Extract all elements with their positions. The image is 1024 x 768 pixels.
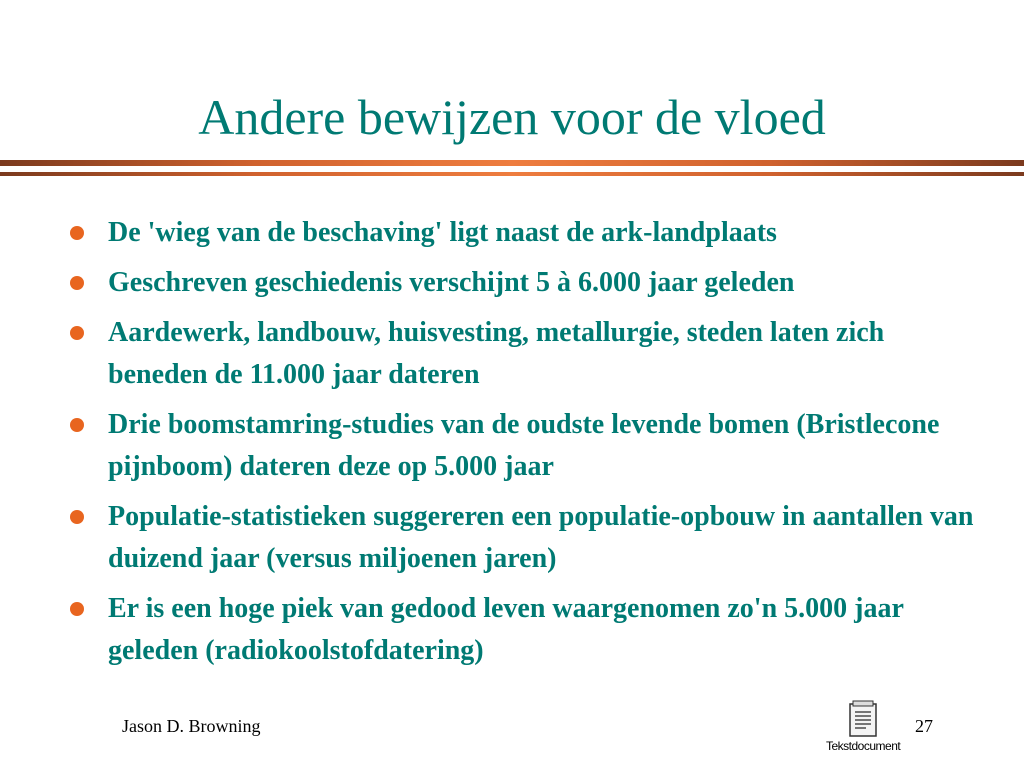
bullet-list — [70, 212, 990, 680]
bullet-text: De 'wieg van de beschaving' ligt naast de ark-landplaats — [108, 217, 777, 248]
footer-author: Jason D. Browning — [122, 716, 261, 736]
bullet-dot-icon — [70, 276, 84, 290]
slide-title: Andere bewijzen voor de vloed — [198, 89, 826, 145]
bullet-text: Populatie-statistieken suggereren een populatie-opbouw in aantallen van duizend jaar (versus miljoenen jaren) — [108, 501, 974, 574]
bullet-text: Aardewerk, landbouw, huisvesting, metallurgie, steden laten zich beneden de 11.000 jaar dateren — [108, 317, 885, 390]
title-divider-top — [0, 160, 1024, 166]
bullet-item — [70, 212, 990, 254]
bullet-text: Drie boomstamring-studies van de oudste levende bomen (Bristlecone pijnboom) dateren deze op 5.000 jaar — [108, 409, 940, 482]
bullet-text: Er is een hoge piek van gedood leven waargenomen zo'n 5.000 jaar geleden (radiokoolstofdatering) — [108, 593, 904, 666]
bullet-dot-icon — [70, 226, 84, 240]
bullet-item — [70, 262, 990, 304]
bullet-item — [70, 312, 990, 396]
bullet-item — [70, 404, 990, 488]
text-document-icon[interactable] — [846, 700, 882, 738]
title-divider-bottom — [0, 172, 1024, 176]
bullet-item — [70, 588, 990, 672]
bullet-dot-icon — [70, 510, 84, 524]
bullet-item — [70, 496, 990, 580]
bullet-dot-icon — [70, 418, 84, 432]
bullet-text: Geschreven geschiedenis verschijnt 5 à 6.000 jaar geleden — [108, 267, 795, 298]
bullet-dot-icon — [70, 326, 84, 340]
page-number: 27 — [915, 716, 933, 736]
attachment-label[interactable]: Tekstdocument — [826, 739, 901, 753]
bullet-dot-icon — [70, 602, 84, 616]
